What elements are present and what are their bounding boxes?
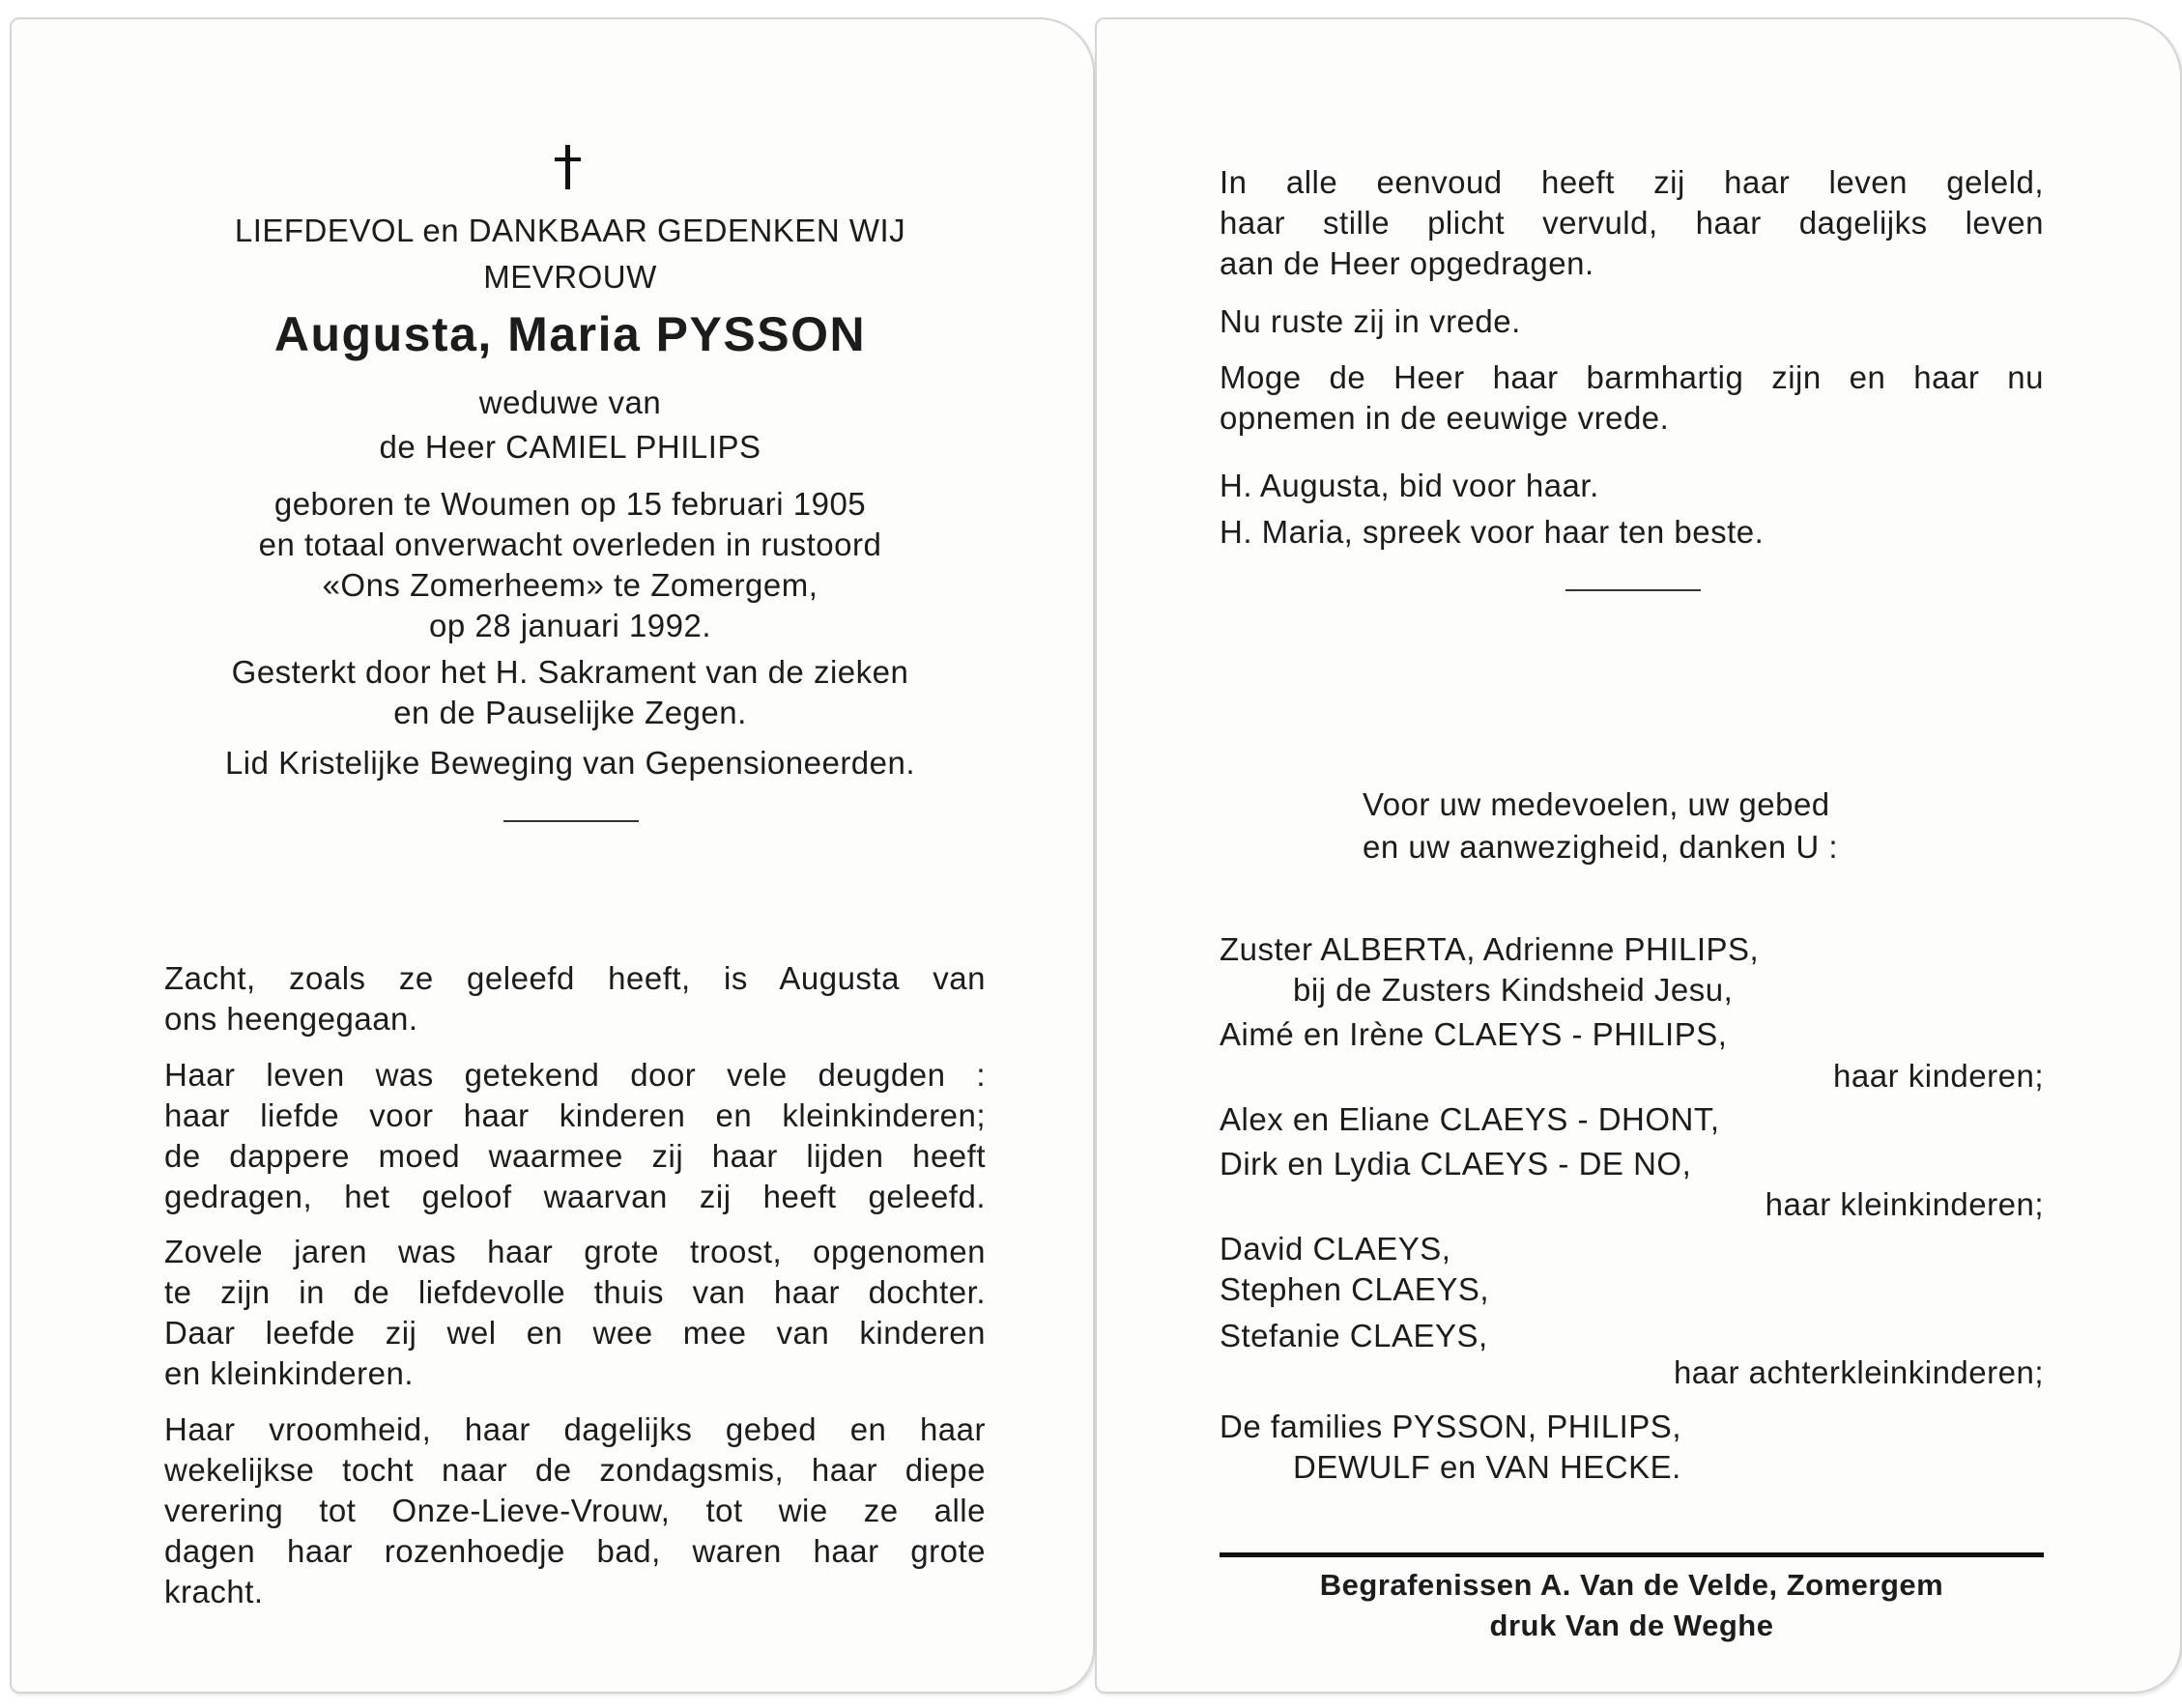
text-line: te zijn in de liefdevolle thuis van haar dochter. [164,1274,986,1310]
header-line-2: MEVROUW [483,259,657,295]
text-line: Haar vroomheid, haar dagelijks gebed en haar [164,1411,986,1447]
text-line: gedragen, het geloof waarvan zij heeft geleefd. [164,1179,986,1214]
family-line: Alex en Eliane CLAEYS - DHONT, [1220,1101,1720,1137]
member-line: Lid Kristelijke Beweging van Gepensioneerden. [224,745,916,781]
family-line: De families PYSSON, PHILIPS, [1220,1409,1681,1444]
text-line: Haar leven was getekend door vele deugden : [164,1057,986,1093]
footer-rule [1220,1552,2044,1557]
deceased-name: Augusta, Maria PYSSON [273,307,867,361]
thanks-line: Voor uw medevoelen, uw gebed [1363,786,1830,822]
text-line: aan de Heer opgedragen. [1220,245,1594,281]
family-role: haar kinderen; [1833,1058,2044,1094]
text-line: dagen haar rozenhoedje bad, waren haar grote [164,1533,986,1569]
text-line: Zacht, zoals ze geleefd heeft, is Augusta van [164,960,986,996]
family-line: bij de Zusters Kindsheid Jesu, [1293,972,1734,1008]
family-line: Stefanie CLAEYS, [1220,1318,1488,1353]
birth-line: «Ons Zomerheem» te Zomergem, [322,567,818,603]
birth-line: geboren te Woumen op 15 februari 1905 [273,486,867,522]
rest-line: Nu ruste zij in vrede. [1220,303,1521,339]
birth-line: en totaal onverwacht overleden in rustoord [258,527,882,562]
family-line: DEWULF en VAN HECKE. [1293,1449,1681,1485]
family-line: Dirk en Lydia CLAEYS - DE NO, [1220,1146,1692,1181]
sacrament-line: en de Pauselijke Zegen. [393,695,747,730]
text-line: Moge de Heer haar barmhartig zijn en haar nu [1220,359,2044,395]
family-line: David CLAEYS, [1220,1231,1451,1267]
funeral-home: Begrafenissen A. Van de Velde, Zomergem [1319,1568,1944,1602]
text-line: haar stille plicht vervuld, haar dagelijks leven [1220,205,2044,241]
divider [1565,589,1701,591]
birth-line: op 28 januari 1992. [428,608,712,643]
family-role: haar achterkleinkinderen; [1673,1354,2044,1390]
text-line: haar liefde voor haar kinderen en kleinkinderen; [164,1097,986,1133]
family-line: Stephen CLAEYS, [1220,1271,1490,1307]
family-line: Aimé en Irène CLAEYS - PHILIPS, [1220,1016,1728,1052]
thanks-line: en uw aanwezigheid, danken U : [1363,829,1838,865]
text-line: en kleinkinderen. [164,1355,414,1391]
invocation-line: H. Maria, spreek voor haar ten beste. [1220,514,1765,550]
divider [503,820,639,822]
text-line: Zovele jaren was haar grote troost, opgenomen [164,1234,986,1269]
text-line: Daar leefde zij wel en wee mee van kinderen [164,1315,986,1351]
widow-of: weduwe van [478,384,662,420]
text-line: opnemen in de eeuwige vrede. [1220,400,1670,436]
invocation-line: H. Augusta, bid voor haar. [1220,468,1599,503]
text-line: de dappere moed waarmee zij haar lijden heeft [164,1138,986,1174]
printer: druk Van de Weghe [1489,1608,1774,1642]
husband-name: de Heer CAMIEL PHILIPS [379,429,761,465]
family-role: haar kleinkinderen; [1765,1186,2044,1222]
text-line: wekelijkse tocht naar de zondagsmis, haar diepe [164,1452,986,1488]
text-line: kracht. [164,1574,264,1609]
text-line: verering tot Onze-Lieve-Vrouw, tot wie ze alle [164,1493,986,1528]
family-line: Zuster ALBERTA, Adrienne PHILIPS, [1220,931,1760,967]
text-line: ons heengegaan. [164,1001,418,1037]
header-line-1: LIEFDEVOL en DANKBAAR GEDENKEN WIJ [234,213,906,248]
text-line: In alle eenvoud heeft zij haar leven geleld, [1220,164,2044,200]
sacrament-line: Gesterkt door het H. Sakrament van de zieken [231,654,909,690]
